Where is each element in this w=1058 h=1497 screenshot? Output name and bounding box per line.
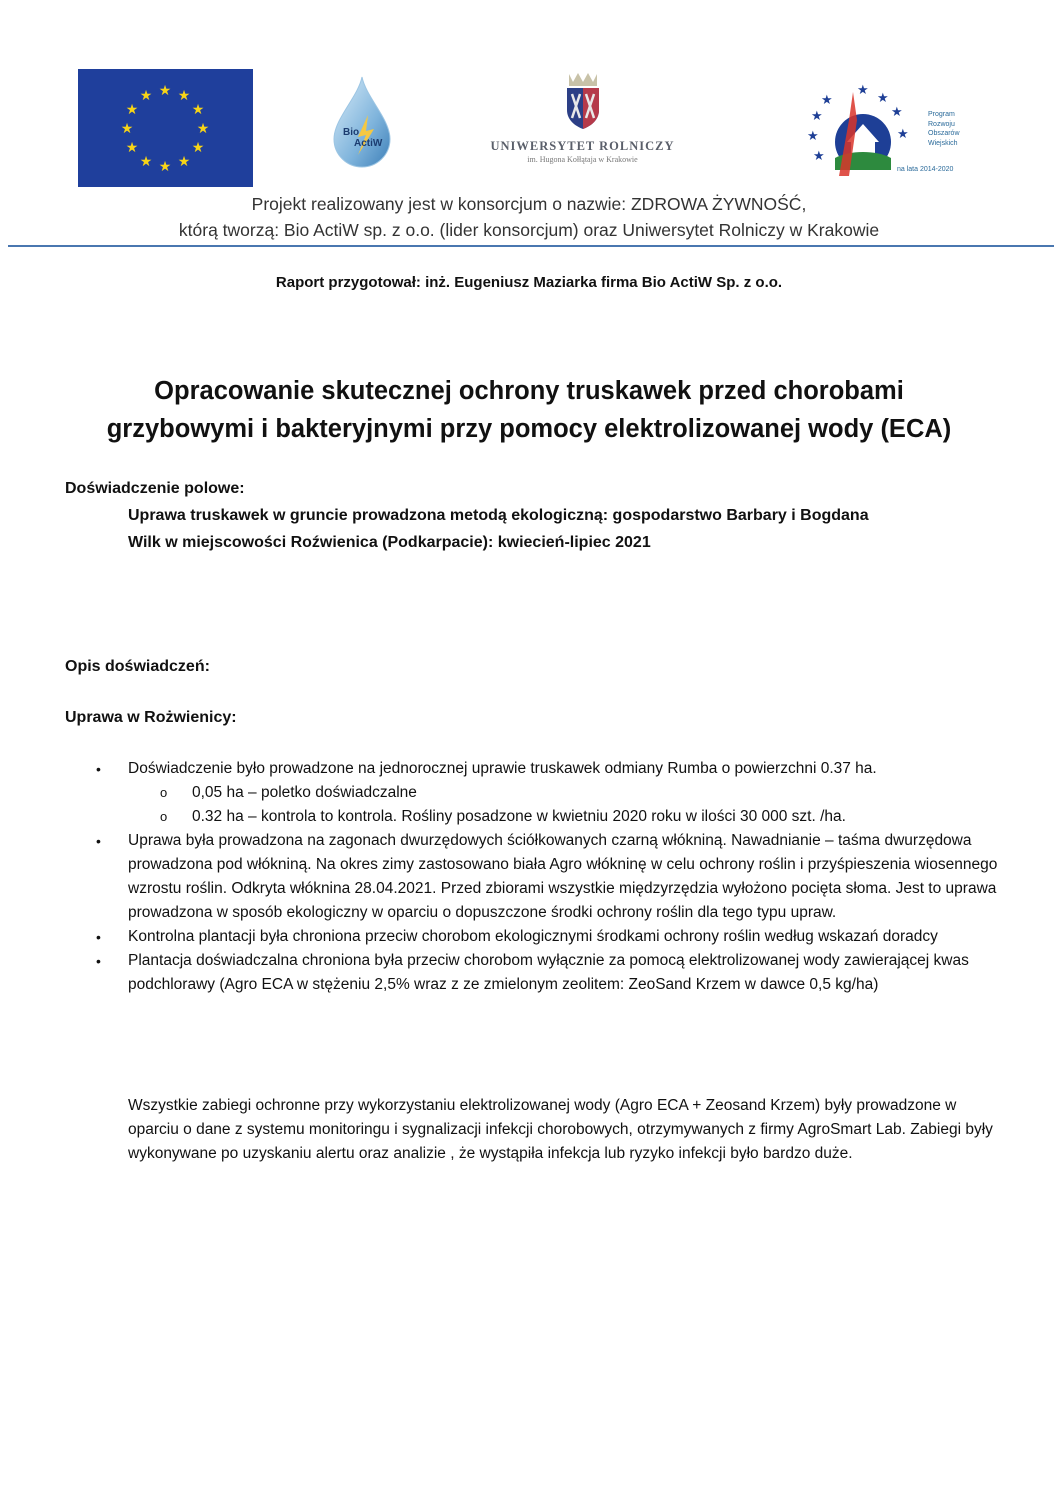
- svg-text:★: ★: [821, 92, 833, 107]
- prow-years: na lata 2014-2020: [897, 166, 954, 173]
- eu-flag-logo: [78, 69, 253, 187]
- svg-text:Bio: Bio: [343, 127, 360, 138]
- report-author: Raport przygotował: inż. Eugeniusz Maziarka firma Bio ActiW Sp. z o.o.: [275, 274, 783, 291]
- consortium-info: [0, 191, 1058, 243]
- svg-text:★: ★: [158, 158, 172, 174]
- svg-text:★: ★: [897, 126, 909, 141]
- list-item: • Plantacja doświadczalna chroniona była przeciw chorobom wyłącznie za pomocą elektrolizowanej wody zawierającej kwas podchlorawy (Agro ECA w stężeniu 2,5% wraz z ze zmielonym zeolitem: ZeoSand Krzem w dawce 0,5 kg/ha): [90, 949, 1010, 997]
- sub-list-item: o 0,05 ha – poletko doświadczalne: [90, 781, 1010, 805]
- experiment-bullet-list: [90, 757, 1010, 997]
- svg-text:ActiW: ActiW: [354, 138, 383, 149]
- water-drop-icon: [328, 75, 396, 170]
- consortium-line-1: Projekt realizowany jest w konsorcjum o nazwie: ZDROWA ŻYWNOŚĆ,: [251, 194, 807, 214]
- svg-text:★: ★: [139, 87, 153, 103]
- description-heading: Opis doświadczeń:: [65, 658, 210, 675]
- svg-text:★: ★: [807, 128, 819, 143]
- svg-text:★: ★: [877, 90, 889, 105]
- consortium-line-2: którą tworzą: Bio ActiW sp. z o.o. (lider konsorcjum) oraz Uniwersytet Rolniczy w Krakowie: [178, 220, 880, 240]
- svg-text:★: ★: [158, 82, 172, 98]
- prow-text: Program Rozwoju Obszarów Wiejskich: [928, 111, 960, 147]
- circle-bullet-icon: o: [160, 785, 168, 800]
- closing-paragraph: Wszystkie zabiegi ochronne przy wykorzystaniu elektrolizowanej wody (Agro ECA + Zeosand Krzem) były prowadzone w oparciu o dane z systemu monitoringu i sygnalizacji infekcji chorobowych, otrzymywanych z firmy AgroSmart Lab. Zabiegi były wykonywane po uzyskaniu alertu oraz analizie , że wystąpiła infekcja lub ryzyko infekcji było bardzo duże.: [128, 1097, 993, 1162]
- bioactiw-logo: [328, 75, 396, 170]
- bullet-icon: •: [96, 929, 101, 945]
- sub-list-item: o 0.32 ha – kontrola to kontrola. Rośliny posadzone w kwietniu 2020 roku w ilości 30 000 szt. /ha.: [90, 805, 1010, 829]
- svg-text:★: ★: [125, 101, 139, 117]
- svg-text:★: ★: [139, 153, 153, 169]
- header-divider: [8, 245, 1054, 247]
- title-line-2: grzybowymi i bakteryjnymi przy pomocy elektrolizowanej wody (ECA): [106, 415, 952, 443]
- svg-text:★: ★: [125, 139, 139, 155]
- svg-text:★: ★: [196, 120, 210, 136]
- title-line-1: Opracowanie skutecznej ochrony truskawek przed chorobami: [154, 377, 904, 405]
- document-title: [40, 372, 1018, 448]
- university-subtitle: im. Hugona Kołłątaja w Krakowie: [527, 155, 638, 164]
- prow-emblem-icon: [805, 80, 925, 180]
- university-crest-icon: [563, 70, 603, 130]
- svg-text:★: ★: [891, 104, 903, 119]
- field-experiment-heading: Doświadczenie polowe:: [65, 480, 245, 497]
- bullet-icon: •: [96, 833, 101, 849]
- svg-text:★: ★: [191, 139, 205, 155]
- cultivation-subheading: Uprawa w Rożwienicy:: [65, 709, 237, 726]
- svg-text:★: ★: [813, 148, 825, 163]
- eu-stars-icon: [78, 69, 253, 187]
- svg-text:★: ★: [177, 87, 191, 103]
- svg-text:★: ★: [177, 153, 191, 169]
- university-name: UNIWERSYTET ROLNICZY: [490, 139, 675, 153]
- list-item: • Uprawa była prowadzona na zagonach dwurzędowych ściółkowanych czarną włókniną. Nawadnianie – taśma dwurzędowa prowadzona pod włókniną. Na okres zimy zastosowano biała Agro włókninę w celu ochrony roślin i przyśpieszenia wiosennego wzrostu roślin. Odkryta włóknina 28.04.2021. Przed zbiorami wszystkie międzyrzędzia wyłożono pocięta słoma. Jest to uprawa prowadzona w sposób ekologiczny w oparciu o dopuszczone środki ochrony roślin dla tego typu upraw.: [90, 829, 1010, 925]
- svg-text:★: ★: [811, 108, 823, 123]
- list-item: • Doświadczenie było prowadzone na jednorocznej uprawie truskawek odmiany Rumba o powierzchni 0.37 ha.: [90, 757, 1010, 781]
- prow-logo: [805, 80, 985, 180]
- svg-text:★: ★: [191, 101, 205, 117]
- bullet-icon: •: [96, 953, 101, 969]
- bullet-icon: •: [96, 761, 101, 777]
- list-item: • Kontrolna plantacji była chroniona przeciw chorobom ekologicznymi środkami ochrony roślin według wskazań doradcy: [90, 925, 1010, 949]
- svg-text:★: ★: [120, 120, 134, 136]
- university-logo: [490, 70, 675, 170]
- circle-bullet-icon: o: [160, 809, 168, 824]
- svg-text:★: ★: [857, 82, 869, 97]
- field-experiment-description: Uprawa truskawek w gruncie prowadzona metodą ekologiczną: gospodarstwo Barbary i Bogdana Wilk w miejscowości Roźwienica (Podkarpacie): kwiecień-lipiec 2021: [128, 507, 869, 551]
